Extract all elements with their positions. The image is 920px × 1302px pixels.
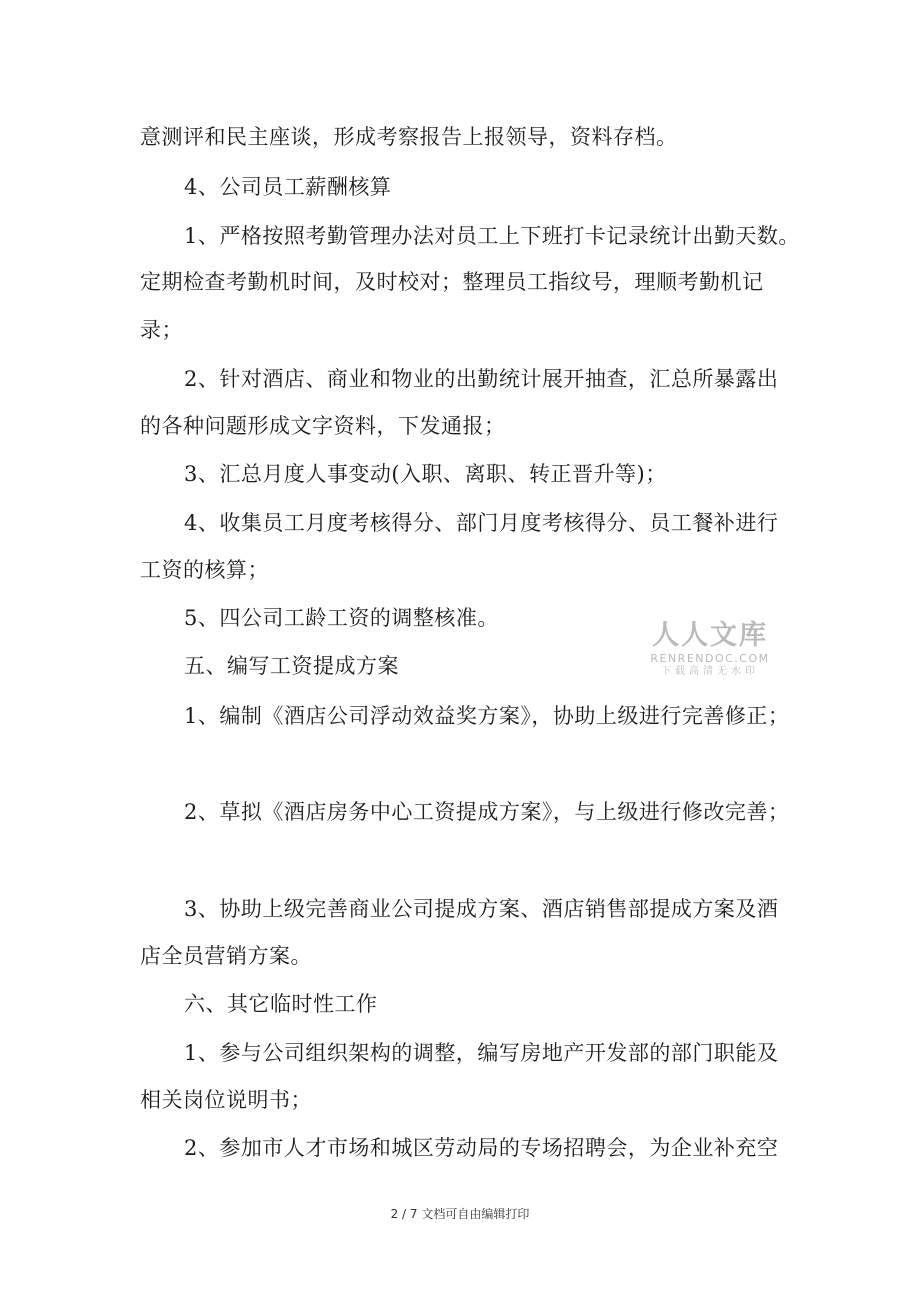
text-line: 定期检查考勤机时间，及时校对；整理员工指纹号，理顺考勤机记 [140,270,764,294]
text-line: 5、四公司工龄工资的调整核准。 [184,606,499,630]
text-line: 1、严格按照考勤管理办法对员工上下班打卡记录统计出勤天数。 [184,224,800,248]
text-line: 1、参与公司组织架构的调整，编写房地产开发部的部门职能及 [184,1041,779,1065]
text-line: 3、协助上级完善商业公司提成方案、酒店销售部提成方案及酒 [184,897,779,921]
text-line: 录； [140,318,183,342]
text-line: 2、针对酒店、商业和物业的出勤统计展开抽查，汇总所暴露出 [184,367,779,391]
text-line: 3、汇总月度人事变动(入职、离职、转正晋升等)； [184,462,667,486]
text-line: 4、收集员工月度考核得分、部门月度考核得分、员工餐补进行 [184,511,779,535]
text-line: 工资的核算； [140,558,269,582]
text-line: 意测评和民主座谈，形成考察报告上报领导，资料存档。 [140,125,678,149]
text-line: 1、编制《酒店公司浮动效益奖方案》，协助上级进行完善修正； [184,704,790,728]
text-line: 2、参加市人才市场和城区劳动局的专场招聘会，为企业补充空 [184,1136,779,1160]
section-heading: 六、其它临时性工作 [184,992,378,1016]
watermark-logo [640,620,780,678]
watermark-subtitle: RENRENDOC.COM [650,652,770,665]
text-line: 2、草拟《酒店房务中心工资提成方案》，与上级进行修改完善； [184,800,790,824]
watermark-title: 人人文库 [652,620,768,651]
text-line: 相关岗位说明书； [140,1088,312,1112]
section-heading: 4、公司员工薪酬核算 [184,175,392,199]
section-heading: 五、编写工资提成方案 [184,654,399,678]
text-line: 的各种问题形成文字资料，下发通报； [140,414,506,438]
watermark-note: 下载高清无水印 [661,666,759,677]
text-line: 店全员营销方案。 [140,944,312,968]
page-footer: 2 / 7 文档可自由编辑打印 [390,1207,530,1221]
